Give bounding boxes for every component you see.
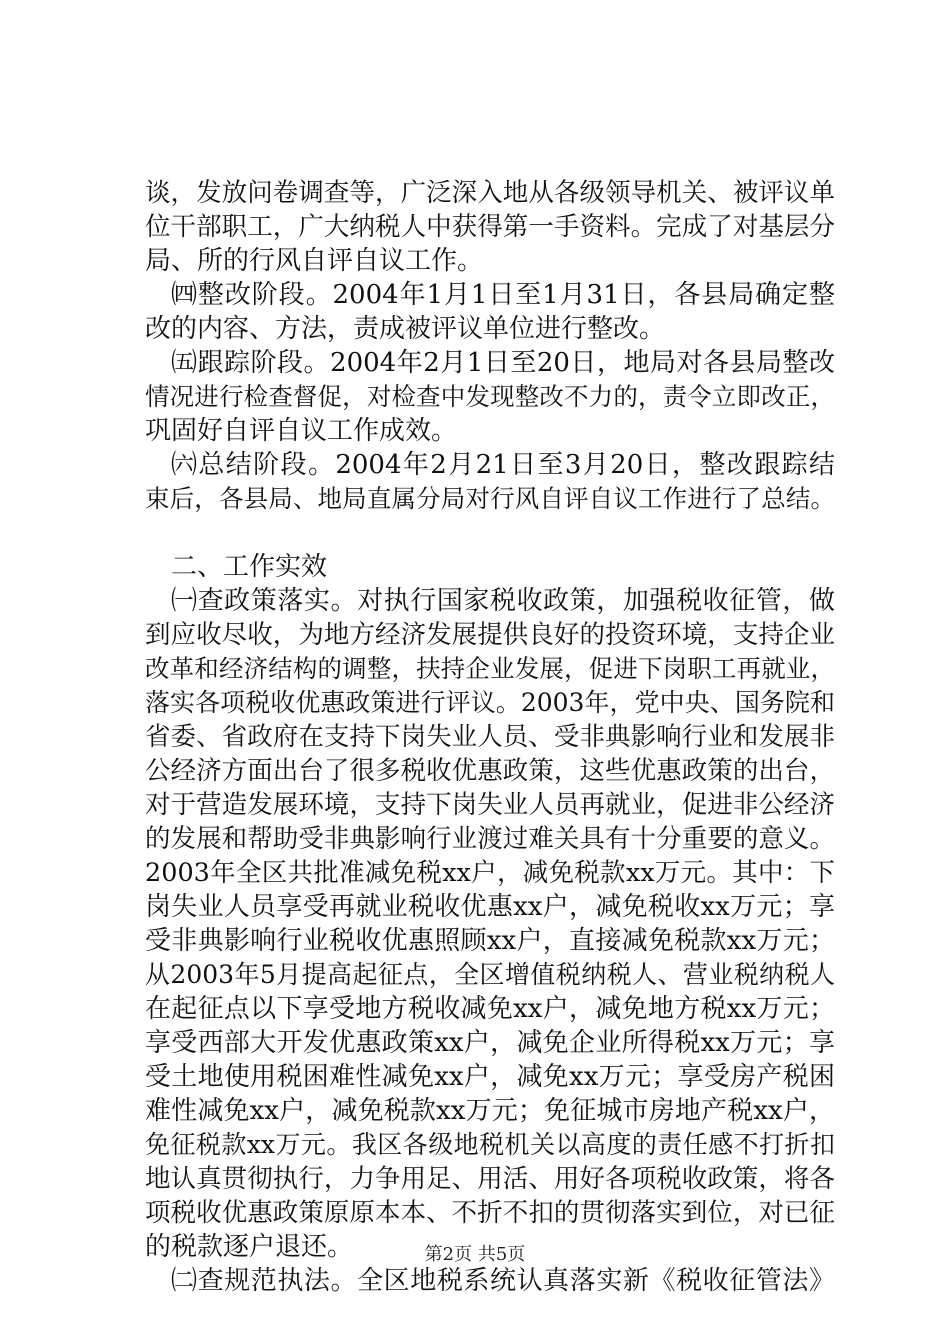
text-line: 巩固好自评自议工作成效。 xyxy=(145,416,458,446)
text-line: 从2003年5月提高起征点，全区增值税纳税人、营业税纳税人 xyxy=(145,960,835,989)
paragraph-summary-stage xyxy=(145,448,835,516)
text-line: ㈡查规范执法。全区地税系统认真落实新《税收征管法》 xyxy=(171,1266,835,1296)
text-line: 项税收优惠政策原原本本、不折不扣的贯彻落实到位，对已征 xyxy=(145,1198,835,1228)
text-line: 受土地使用税困难性减免xx户，减免xx万元；享受房产税困 xyxy=(145,1062,835,1092)
text-line: 2003年全区共批准减免税xx户，减免税款xx万元。其中：下 xyxy=(145,858,835,888)
text-line: 岗失业人员享受再就业税收优惠xx户，减免税收xx万元；享 xyxy=(145,892,835,922)
text-line: 省委、省政府在支持下岗失业人员、受非典影响行业和发展非 xyxy=(145,722,835,752)
text-line: 位干部职工，广大纳税人中获得第一手资料。完成了对基层分 xyxy=(145,212,835,242)
text-line: 难性减免xx户，减免税款xx万元；免征城市房地产税xx户， xyxy=(145,1096,835,1126)
text-line: 到应收尽收，为地方经济发展提供良好的投资环境，支持企业 xyxy=(145,620,835,650)
text-line: 局、所的行风自评自议工作。 xyxy=(145,246,484,276)
text-line: 受非典影响行业税收优惠照顾xx户，直接减免税款xx万元； xyxy=(145,926,835,956)
text-line: 享受西部大开发优惠政策xx户，减免企业所得税xx万元；享 xyxy=(145,1028,835,1058)
text-line: 免征税款xx万元。我区各级地税机关以高度的责任感不打折扣 xyxy=(145,1130,835,1159)
text-line: 谈，发放问卷调查等，广泛深入地从各级领导机关、被评议单 xyxy=(145,178,835,208)
text-line: 束后，各县局、地局直属分局对行风自评自议工作进行了总结。 xyxy=(145,484,835,513)
text-line: 对于营造发展环境，支持下岗失业人员再就业，促进非公经济 xyxy=(145,790,835,820)
section-heading: 二、工作实效 xyxy=(171,552,328,582)
text-line: 公经济方面出台了很多税收优惠政策，这些优惠政策的出台， xyxy=(145,756,835,786)
section-heading-results xyxy=(145,550,835,584)
text-line: 改的内容、方法，责成被评议单位进行整改。 xyxy=(145,314,666,344)
text-line: 的发展和帮助受非典影响行业渡过难关具有十分重要的意义。 xyxy=(145,824,835,854)
text-line: 地认真贯彻执行，力争用足、用活、用好各项税收政策，将各 xyxy=(145,1164,835,1194)
text-line: 在起征点以下享受地方税收减免xx户，减免地方税xx万元； xyxy=(145,994,835,1024)
blank-line xyxy=(145,516,835,550)
text-line: ㈤跟踪阶段。2004年2月1日至20日，地局对各县局整改 xyxy=(171,348,835,378)
paragraph-standardized-enforcement xyxy=(145,1264,835,1298)
paragraph-rectification-stage xyxy=(145,278,835,346)
text-line: 的税款逐户退还。 xyxy=(145,1232,354,1262)
paragraph-tracking-stage xyxy=(145,346,835,448)
text-line: ㈣整改阶段。2004年1月1日至1月31日，各县局确定整 xyxy=(171,280,835,310)
text-line: ㈠查政策落实。对执行国家税收政策，加强税收征管，做 xyxy=(171,586,835,616)
text-line: 改革和经济结构的调整，扶持企业发展，促进下岗职工再就业， xyxy=(145,654,835,683)
text-line: 落实各项税收优惠政策进行评议。2003年，党中央、国务院和 xyxy=(145,688,835,717)
document-body xyxy=(145,176,835,1298)
paragraph-survey xyxy=(145,176,835,278)
page-footer: 第2页 共5页 xyxy=(424,1244,526,1265)
paragraph-policy-implementation xyxy=(145,584,835,1264)
text-line: 情况进行检查督促，对检查中发现整改不力的，责令立即改正， xyxy=(145,382,835,411)
text-line: ㈥总结阶段。2004年2月21日至3月20日，整改跟踪结 xyxy=(171,450,835,480)
